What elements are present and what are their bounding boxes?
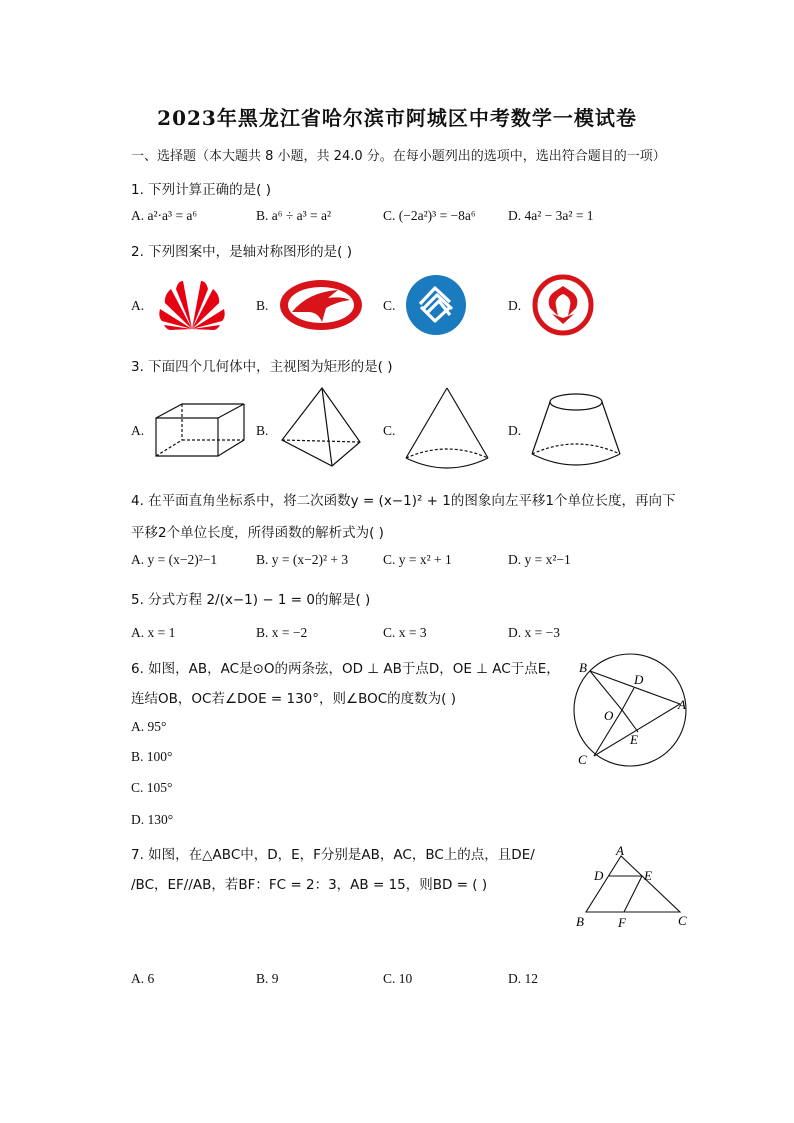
q5-option-d[interactable]: D. x = −3	[508, 625, 560, 640]
q7-stem-line1: 7. 如图，在△ABC中，D，E，F分别是AB，AC，BC上的点，且DE/	[131, 847, 535, 863]
q6-option-d[interactable]: D. 130°	[131, 812, 174, 827]
huawei-logo-icon	[152, 275, 232, 335]
page-title: 2023年黑龙江省哈尔滨市阿城区中考数学一模试卷	[157, 106, 637, 130]
q7-option-c[interactable]: C. 10	[383, 971, 413, 986]
label-o: O	[604, 708, 614, 723]
label-a: A	[616, 843, 624, 858]
pyramid-figure	[278, 384, 364, 470]
q1-stem: 1. 下列计算正确的是( )	[131, 182, 271, 198]
frustum-figure	[528, 390, 624, 470]
q5-option-c[interactable]: C. x = 3	[383, 625, 427, 640]
q4-option-c[interactable]: C. y = x² + 1	[383, 552, 452, 567]
q2-option-b[interactable]: B.	[256, 298, 269, 313]
q7-option-d[interactable]: D. 12	[508, 971, 538, 986]
q6-stem-line1: 6. 如图，AB，AC是⊙O的两条弦，OD ⊥ AB于点D，OE ⊥ AC于点E，	[131, 661, 560, 677]
label-d: D	[634, 672, 644, 687]
q1-option-b[interactable]: B. a⁶ ÷ a³ = a²	[256, 208, 332, 223]
label-c: C	[678, 913, 687, 928]
label-c: C	[578, 752, 587, 767]
label-e: E	[630, 732, 638, 747]
label-e: E	[644, 868, 652, 883]
q3-option-c[interactable]: C.	[383, 423, 396, 438]
q2-option-a[interactable]: A.	[131, 298, 145, 313]
q5-option-a[interactable]: A. x = 1	[131, 625, 176, 640]
q3-option-a[interactable]: A.	[131, 423, 145, 438]
q6-option-b[interactable]: B. 100°	[131, 749, 173, 764]
cone-figure	[402, 384, 492, 474]
q6-option-a[interactable]: A. 95°	[131, 719, 167, 734]
q4-stem-line2: 平移2个单位长度，所得函数的解析式为( )	[131, 525, 384, 541]
oval-car-logo-icon	[278, 278, 364, 332]
section-heading: 一、选择题（本大题共 8 小题，共 24.0 分。在每小题列出的选项中，选出符合题目的一项）	[131, 149, 666, 164]
q7-stem-line2: /BC，EF//AB，若BF：FC = 2：3，AB = 15，则BD = ( )	[131, 877, 488, 893]
label-a: A	[678, 697, 686, 712]
label-f: F	[618, 915, 626, 930]
q3-option-b[interactable]: B.	[256, 423, 269, 438]
q4-stem-line1: 4. 在平面直角坐标系中，将二次函数y = (x−1)² + 1的图象向左平移1个单位长度，再向下	[131, 493, 676, 509]
mobile-logo-icon	[405, 274, 467, 336]
q4-option-a[interactable]: A. y = (x−2)²−1	[131, 552, 218, 567]
q6-option-c[interactable]: C. 105°	[131, 780, 173, 795]
q2-option-d[interactable]: D.	[508, 298, 522, 313]
q6-stem-line2: 连结OB，OC若∠DOE = 130°，则∠BOC的度数为( )	[131, 691, 457, 707]
label-b: B	[576, 914, 584, 929]
q2-stem: 2. 下列图案中，是轴对称图形的是( )	[131, 244, 352, 260]
cuboid-figure	[148, 400, 250, 460]
dongfeng-logo-icon	[532, 274, 594, 336]
label-d: D	[594, 868, 604, 883]
q7-option-b[interactable]: B. 9	[256, 971, 279, 986]
triangle-figure	[572, 842, 692, 932]
q5-option-b[interactable]: B. x = −2	[256, 625, 308, 640]
q1-option-d[interactable]: D. 4a² − 3a² = 1	[508, 208, 594, 223]
q1-option-c[interactable]: C. (−2a²)³ = −8a⁶	[383, 208, 476, 223]
q3-stem: 3. 下面四个几何体中，主视图为矩形的是( )	[131, 359, 393, 375]
q4-option-b[interactable]: B. y = (x−2)² + 3	[256, 552, 349, 567]
q2-option-c[interactable]: C.	[383, 298, 396, 313]
circle-chords-figure	[568, 652, 692, 770]
q1-option-a[interactable]: A. a²·a³ = a⁶	[131, 208, 198, 223]
q7-option-a[interactable]: A. 6	[131, 971, 155, 986]
q5-stem: 5. 分式方程 2/(x−1) − 1 = 0的解是( )	[131, 592, 371, 608]
q4-option-d[interactable]: D. y = x²−1	[508, 552, 571, 567]
q3-option-d[interactable]: D.	[508, 423, 522, 438]
label-b: B	[579, 660, 587, 675]
